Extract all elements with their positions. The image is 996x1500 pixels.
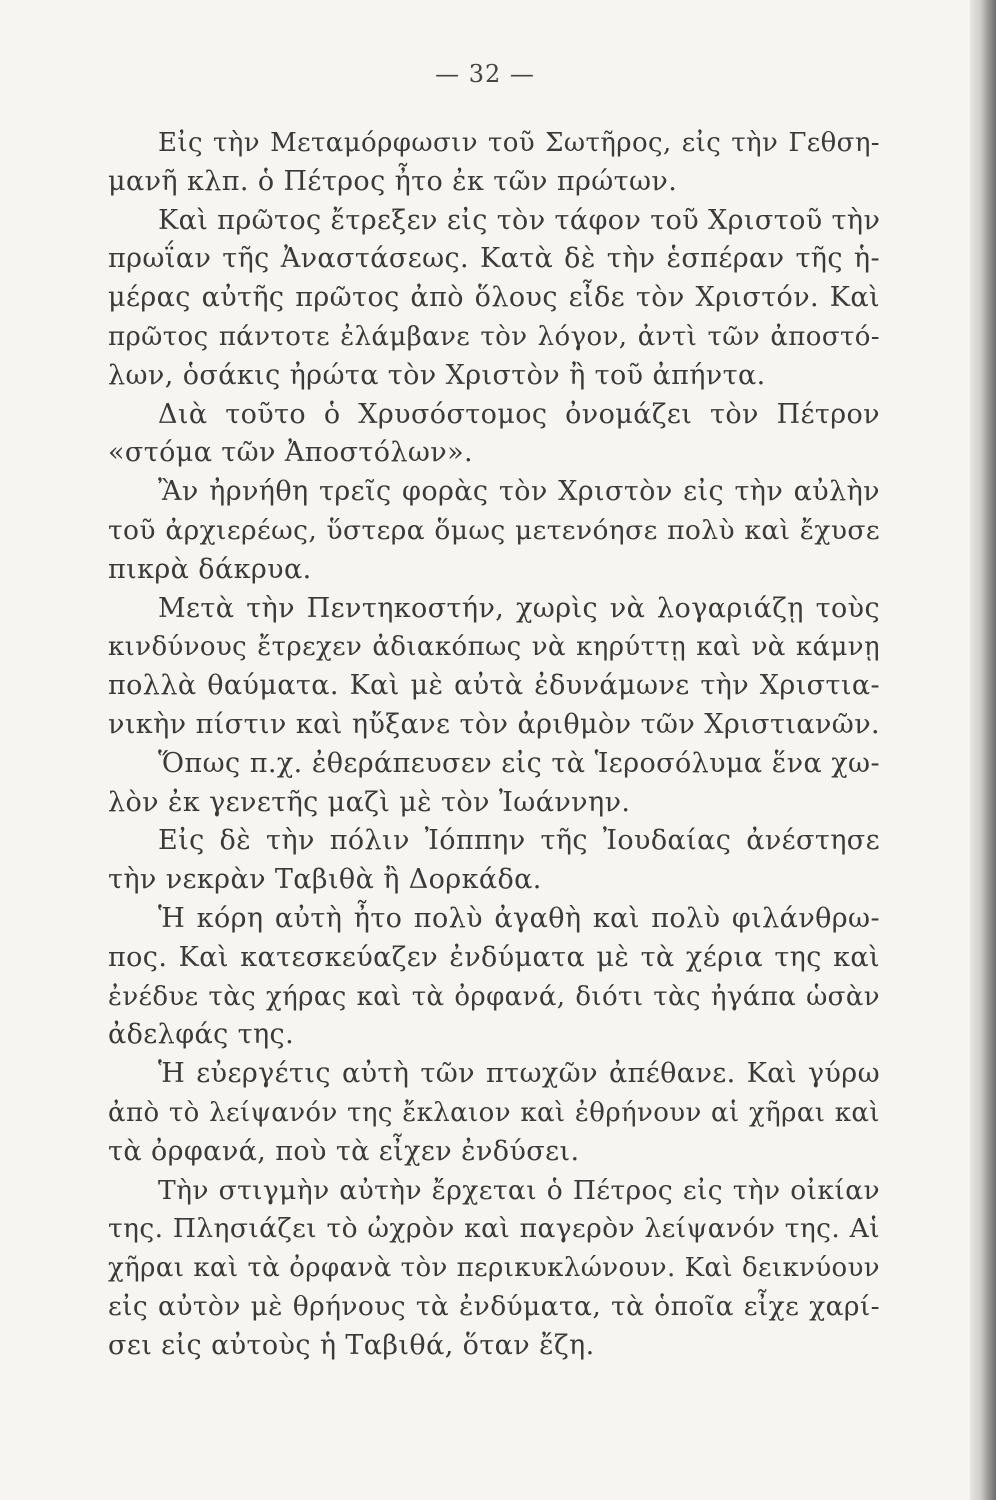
text-line: ἀδελφάς της. [108, 1019, 295, 1051]
text-line: Ἂν ἠρνήθη τρεῖς φορὰς τὸν Χριστὸν εἰς τὴν αὐλὴν [158, 476, 880, 508]
text-line: χῆραι καὶ τὰ ὀρφανὰ τὸν περικυκλώνουν. Καὶ δεικνύουν [108, 1253, 880, 1284]
text-line: Ἡ κόρη αὐτὴ ἦτο πολὺ ἀγαθὴ καὶ πολὺ φιλάνθρω- [158, 902, 880, 934]
text-line: εἰς αὐτὸν μὲ θρήνους τὰ ἐνδύματα, τὰ ὁποῖα εἶχε χαρί- [108, 1290, 880, 1322]
text-line: σει εἰς αὐτοὺς ἡ Ταβιθά, ὅταν ἔζη. [108, 1329, 595, 1361]
page-number: — 32 — [435, 60, 535, 88]
text-line: Ὅπως π.χ. ἐθεράπευσεν εἰς τὰ Ἱεροσόλυμα ἕνα χω- [158, 747, 880, 779]
text-line: ἀπὸ τὸ λείψανόν της ἔκλαιον καὶ ἐθρήνουν αἱ χῆραι καὶ [108, 1097, 880, 1128]
text-line: τὴν νεκρὰν Ταβιθὰ ἢ Δορκάδα. [108, 864, 542, 896]
text-line: τὰ ὀρφανά, ποὺ τὰ εἶχεν ἐνδύσει. [108, 1135, 580, 1167]
text-line: λων, ὁσάκις ἠρώτα τὸν Χριστὸν ἢ τοῦ ἀπήντα. [108, 359, 766, 391]
body-text [108, 124, 880, 1366]
text-line: πρῶτος πάντοτε ἐλάμβανε τὸν λόγον, ἀντὶ τῶν ἀποστό- [108, 321, 880, 352]
text-line: Εἰς δὲ τὴν πόλιν Ἰόππην τῆς Ἰουδαίας ἀνέστησε [158, 825, 880, 857]
text-line: «στόμα τῶν Ἀποστόλων». [108, 437, 474, 469]
text-line: Καὶ πρῶτος ἔτρεξεν εἰς τὸν τάφον τοῦ Χριστοῦ τὴν [158, 204, 881, 236]
text-line: πρωΐαν τῆς Ἀναστάσεως. Κατὰ δὲ τὴν ἑσπέραν τῆς ἡ- [108, 243, 880, 275]
text-line: Μετὰ τὴν Πεντηκοστήν, χωρὶς νὰ λογαριάζῃ τοὺς [158, 592, 880, 624]
text-line: Τὴν στιγμὴν αὐτὴν ἔρχεται ὁ Πέτρος εἰς τὴν οἰκίαν [158, 1174, 880, 1206]
text-line: τοῦ ἀρχιερέως, ὕστερα ὅμως μετενόησε πολὺ καὶ ἔχυσε [108, 514, 880, 546]
text-line: πικρὰ δάκρυα. [108, 553, 312, 585]
text-line: κινδύνους ἔτρεχεν ἀδιακόπως νὰ κηρύττῃ καὶ νὰ κάμνῃ [108, 632, 880, 663]
text-line: μέρας αὐτῆς πρῶτος ἀπὸ ὅλους εἶδε τὸν Χριστόν. Καὶ [108, 282, 880, 314]
text-line: Διὰ τοῦτο ὁ Χρυσόστομος ὀνομάζει τὸν Πέτρον [158, 398, 880, 430]
text-line: ἐνέδυε τὰς χήρας καὶ τὰ ὀρφανά, διότι τὰς ἠγάπα ὡσὰν [108, 981, 880, 1012]
text-line: της. Πλησιάζει τὸ ὠχρὸν καὶ παγερὸν λείψανόν της. Αἱ [108, 1213, 880, 1245]
text-line: λὸν ἐκ γενετῆς μαζὶ μὲ τὸν Ἰωάννην. [108, 786, 631, 818]
text-line: μανῆ κλπ. ὁ Πέτρος ἦτο ἐκ τῶν πρώτων. [108, 165, 678, 197]
text-line: Εἰς τὴν Μεταμόρφωσιν τοῦ Σωτῆρος, εἰς τὴν Γεθση- [158, 128, 880, 158]
text-line: Ἡ εὐεργέτις αὐτὴ τῶν πτωχῶν ἀπέθανε. Καὶ γύρω [158, 1058, 880, 1090]
page-edge-shadow [970, 0, 996, 1500]
text-line: πος. Καὶ κατεσκεύαζεν ἐνδύματα μὲ τὰ χέρια της καὶ [108, 941, 880, 973]
text-line: πολλὰ θαύματα. Καὶ μὲ αὐτὰ ἐδυνάμωνε τὴν Χριστια- [108, 670, 880, 702]
text-line: νικὴν πίστιν καὶ ηὔξανε τὸν ἀριθμὸν τῶν Χριστιανῶν. [108, 708, 880, 740]
